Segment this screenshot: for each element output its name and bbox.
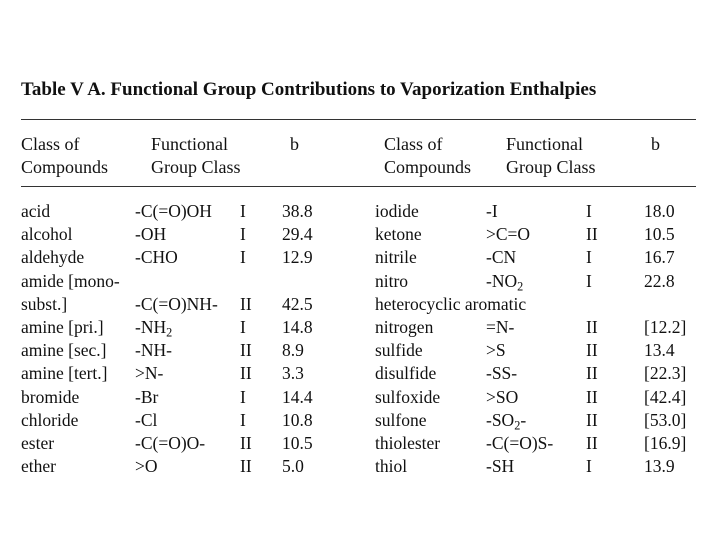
header-group-line2: Group Class	[151, 157, 241, 177]
compound-cell: sulfoxide	[375, 386, 441, 407]
class-cell: I	[586, 270, 592, 291]
compound-cell: amine [pri.]	[21, 317, 104, 337]
b-value-cell: 12.9	[282, 247, 313, 268]
class-cell: I	[240, 247, 246, 268]
group-cell: -SS-	[486, 363, 518, 384]
class-cell: I	[586, 247, 592, 268]
group-cell: -OH	[135, 224, 167, 245]
b-value-cell: 10.5	[644, 224, 675, 245]
group-cell: >C=O	[486, 224, 531, 245]
table-title: Table V A. Functional Group Contributions to Vaporization Enthalpies	[21, 79, 597, 100]
b-value-cell: [53.0]	[644, 409, 687, 430]
group-cell: -I	[486, 201, 498, 221]
b-value-cell: 5.0	[282, 456, 304, 477]
compound-cell: alcohol	[21, 224, 73, 245]
class-cell: II	[586, 386, 598, 407]
compound-cell: sulfide	[375, 340, 423, 361]
class-cell: I	[240, 409, 246, 430]
class-cell: I	[586, 456, 592, 477]
b-value-cell: [12.2]	[644, 317, 687, 337]
top-rule	[21, 119, 696, 120]
class-cell: II	[240, 456, 252, 477]
group-cell: =N-	[486, 317, 515, 337]
group-cell: $-SO_2-$	[486, 409, 527, 433]
class-cell: II	[586, 363, 598, 384]
class-cell: II	[586, 433, 598, 453]
group-cell: >O	[135, 456, 158, 477]
header-class-right	[384, 133, 471, 179]
group-cell: -CN	[486, 247, 517, 268]
group-cell: -Cl	[135, 409, 158, 430]
header-group-line1: Functional	[151, 134, 228, 154]
b-value-cell: 18.0	[644, 201, 675, 221]
group-cell: -C(=O)S-	[486, 433, 554, 453]
b-value-cell: [22.3]	[644, 363, 687, 384]
compound-cell: aldehyde	[21, 247, 85, 268]
class-cell: I	[240, 224, 246, 245]
compound-cell: acid	[21, 201, 51, 221]
b-value-cell: 14.8	[282, 317, 313, 337]
class-cell: II	[240, 363, 252, 384]
group-cell: -NH-	[135, 340, 172, 361]
class-cell: II	[586, 224, 598, 245]
group-cell: $-NH_2$	[135, 317, 173, 340]
class-cell: II	[240, 293, 252, 314]
b-value-cell: 13.9	[644, 456, 675, 477]
compound-cell: iodide	[375, 201, 419, 221]
compound-cell: bromide	[21, 386, 80, 407]
group-cell: -C(=O)O-	[135, 433, 206, 453]
compound-cell: heterocyclic aromatic	[375, 293, 527, 314]
group-cell: -C(=O)OH	[135, 201, 212, 221]
b-value-cell: 29.4	[282, 224, 313, 245]
class-cell: I	[240, 386, 246, 407]
group-cell: >SO	[486, 386, 519, 407]
compound-cell: amine [tert.]	[21, 363, 108, 384]
compound-cell: amide [mono-	[21, 270, 120, 291]
class-cell: II	[586, 340, 598, 361]
class-cell: I	[240, 201, 246, 221]
group-subscript: 2	[514, 418, 521, 433]
header-group-line2: Group Class	[506, 157, 596, 177]
group-cell: $-NO_2$	[486, 270, 524, 294]
compound-cell: nitrile	[375, 247, 417, 268]
class-cell: I	[586, 201, 592, 221]
group-cell: -Br	[135, 386, 159, 407]
group-subscript: 2	[517, 279, 524, 294]
b-value-cell: [16.9]	[644, 433, 687, 453]
header-class-line2: Compounds	[21, 157, 109, 177]
b-value-cell: 22.8	[644, 270, 675, 291]
compound-cell: sulfone	[375, 409, 427, 430]
header-group-right	[506, 133, 596, 179]
group-cell: >N-	[135, 363, 164, 384]
header-class-left	[21, 133, 108, 179]
compound-cell: ether	[21, 456, 56, 477]
header-class-line1: Class of	[384, 134, 443, 154]
b-value-cell: 10.8	[282, 409, 313, 430]
header-b-left: b	[290, 134, 299, 154]
group-subscript: 2	[166, 325, 173, 340]
class-cell: I	[240, 317, 246, 337]
header-rule	[21, 186, 696, 187]
compound-cell: ketone	[375, 224, 422, 245]
b-value-cell: 38.8	[282, 201, 313, 221]
class-cell: II	[240, 340, 252, 361]
b-value-cell: [42.4]	[644, 386, 687, 407]
compound-cell: nitrogen	[375, 317, 434, 337]
b-value-cell: 13.4	[644, 340, 675, 361]
header-group-left	[151, 133, 241, 179]
group-cell: -CHO	[135, 247, 178, 268]
b-value-cell: 3.3	[282, 363, 304, 384]
b-value-cell: 8.9	[282, 340, 304, 361]
group-cell: -C(=O)NH-	[135, 293, 218, 314]
header-class-line2: Compounds	[384, 157, 472, 177]
b-value-cell: 10.5	[282, 433, 313, 453]
class-cell: II	[586, 409, 598, 430]
class-cell: II	[240, 433, 252, 453]
compound-cell: disulfide	[375, 363, 437, 384]
b-value-cell: 42.5	[282, 293, 313, 314]
header-class-line1: Class of	[21, 134, 80, 154]
compound-cell: ester	[21, 433, 55, 453]
compound-cell: amine [sec.]	[21, 340, 107, 361]
header-b-right: b	[651, 134, 660, 154]
b-value-cell: 14.4	[282, 386, 313, 407]
compound-cell: subst.]	[21, 293, 68, 314]
group-cell: >S	[486, 340, 506, 361]
header-group-line1: Functional	[506, 134, 583, 154]
class-cell: II	[586, 317, 598, 337]
compound-cell: thiolester	[375, 433, 441, 453]
compound-cell: chloride	[21, 409, 79, 430]
compound-cell: nitro	[375, 270, 409, 291]
b-value-cell: 16.7	[644, 247, 675, 268]
compound-cell: thiol	[375, 456, 408, 477]
group-cell: -SH	[486, 456, 515, 477]
